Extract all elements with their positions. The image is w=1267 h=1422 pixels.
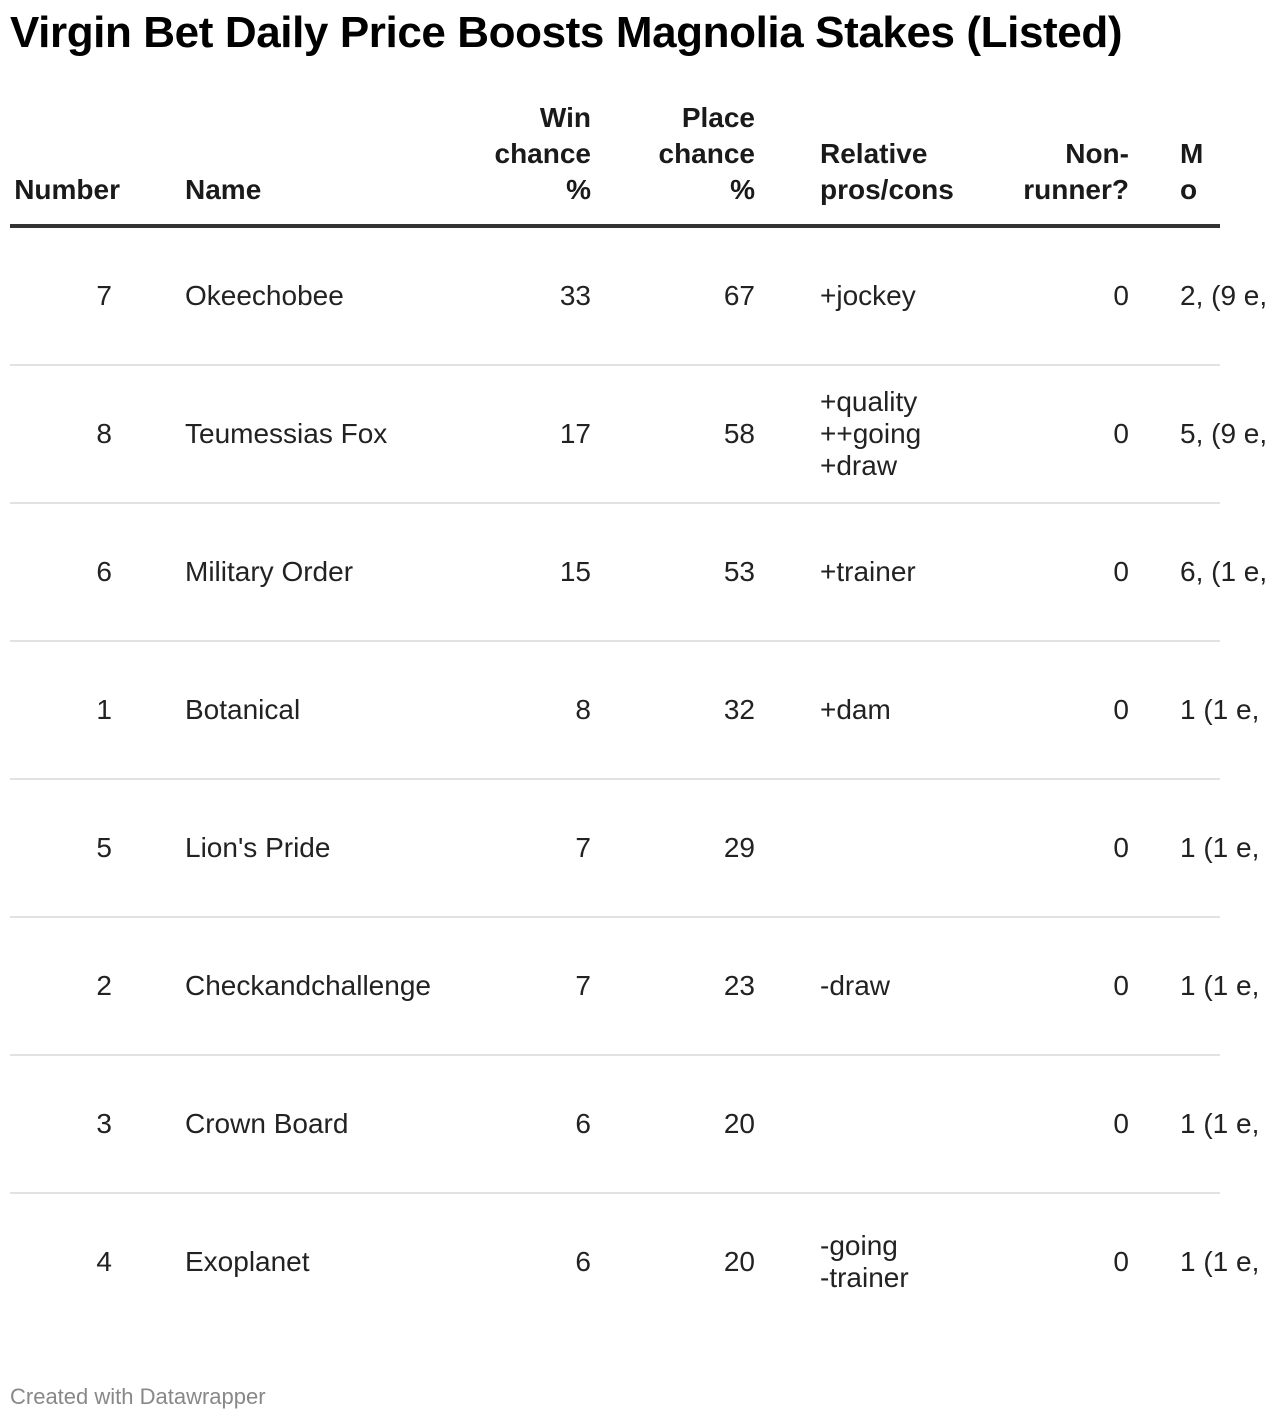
cell-number: 1 xyxy=(10,641,120,779)
cell-name: Checkandchallenge xyxy=(120,917,485,1055)
cell-number: 5 xyxy=(10,779,120,917)
cell-number: 4 xyxy=(96,1246,112,1277)
cell-pros-cons: +dam xyxy=(755,641,990,779)
cell-name: Military Order xyxy=(120,503,485,641)
cell-name: Exoplanet xyxy=(185,1246,310,1277)
cell-place-chance: 53 xyxy=(591,503,755,641)
table-row xyxy=(10,917,1220,1055)
cell-non-runner: 0 xyxy=(990,917,1129,1055)
cell-pros-cons: +quality ++going +draw xyxy=(755,365,990,503)
cell-odds: 1 (1 e, xyxy=(1129,1055,1220,1193)
table-body xyxy=(10,226,1267,1330)
cell-odds: 6, (1 e, xyxy=(1129,503,1220,641)
cell-non-runner: 0 xyxy=(990,641,1129,779)
cell-name: Crown Board xyxy=(120,1055,485,1193)
cell-odds: 1 (1 e, xyxy=(1180,1246,1260,1277)
cell-odds: 1 (1 e, xyxy=(1129,641,1220,779)
runners-table xyxy=(10,100,1267,1330)
table-row xyxy=(10,503,1220,641)
cell-pros-cons: -going -trainer xyxy=(820,1230,909,1293)
table-row xyxy=(10,1193,1220,1330)
cell-odds: 2, (9 e, xyxy=(1129,226,1220,365)
cell-non-runner: 0 xyxy=(990,365,1129,503)
cell-odds: 5, (9 e, xyxy=(1129,365,1220,503)
cell-name: Okeechobee xyxy=(120,226,485,365)
column-header-pros-cons: Relative pros/cons xyxy=(755,100,990,226)
chart-title: Virgin Bet Daily Price Boosts Magnolia Stakes (Listed) xyxy=(10,8,1123,57)
cell-pros-cons: +trainer xyxy=(755,503,990,641)
cell-place-chance: 32 xyxy=(591,641,755,779)
cell-number: 6 xyxy=(10,503,120,641)
header-row xyxy=(10,100,1220,226)
cell-win-chance: 8 xyxy=(485,641,591,779)
cell-non-runner: 0 xyxy=(990,779,1129,917)
table-row xyxy=(10,779,1220,917)
cell-non-runner: 0 xyxy=(990,226,1129,365)
cell-place-chance: 23 xyxy=(591,917,755,1055)
cell-name: Teumessias Fox xyxy=(120,365,485,503)
cell-number: 3 xyxy=(10,1055,120,1193)
cell-place-chance: 67 xyxy=(591,226,755,365)
cell-non-runner: 0 xyxy=(1113,1246,1129,1277)
cell-win-chance: 6 xyxy=(485,1055,591,1193)
cell-pros-cons xyxy=(755,779,990,917)
cell-odds: 1 (1 e, xyxy=(1129,917,1220,1055)
cell-win-chance: 33 xyxy=(485,226,591,365)
cell-name: Botanical xyxy=(120,641,485,779)
cell-place-chance: 20 xyxy=(591,1055,755,1193)
cell-place-chance: 20 xyxy=(723,1246,755,1277)
cell-win-chance: 17 xyxy=(485,365,591,503)
cell-non-runner: 0 xyxy=(990,503,1129,641)
cell-win-chance: 7 xyxy=(485,779,591,917)
cell-place-chance: 58 xyxy=(591,365,755,503)
column-header-odds: M o xyxy=(1129,100,1220,226)
table-row xyxy=(10,365,1220,503)
cell-pros-cons: +jockey xyxy=(755,226,990,365)
table-row xyxy=(10,641,1220,779)
cell-number: 8 xyxy=(10,365,120,503)
cell-pros-cons xyxy=(755,1055,990,1193)
cell-non-runner: 0 xyxy=(990,1055,1129,1193)
cell-win-chance: 6 xyxy=(575,1246,591,1277)
column-header-place-chance: Place chance % xyxy=(591,100,755,226)
cell-win-chance: 15 xyxy=(485,503,591,641)
column-header-number: Number xyxy=(10,100,120,226)
footer-credit: Created with Datawrapper xyxy=(10,1384,266,1409)
cell-place-chance: 29 xyxy=(591,779,755,917)
cell-win-chance: 7 xyxy=(485,917,591,1055)
cell-number: 7 xyxy=(10,226,120,365)
cell-pros-cons: -draw xyxy=(755,917,990,1055)
cell-name: Lion's Pride xyxy=(120,779,485,917)
table-row xyxy=(10,1055,1220,1193)
table-row xyxy=(10,226,1220,365)
column-header-name: Name xyxy=(120,100,485,226)
cell-odds: 1 (1 e, xyxy=(1129,779,1220,917)
cell-number: 2 xyxy=(10,917,120,1055)
column-header-win-chance: Win chance % xyxy=(485,100,591,226)
column-header-non-runner: Non- runner? xyxy=(990,100,1129,226)
